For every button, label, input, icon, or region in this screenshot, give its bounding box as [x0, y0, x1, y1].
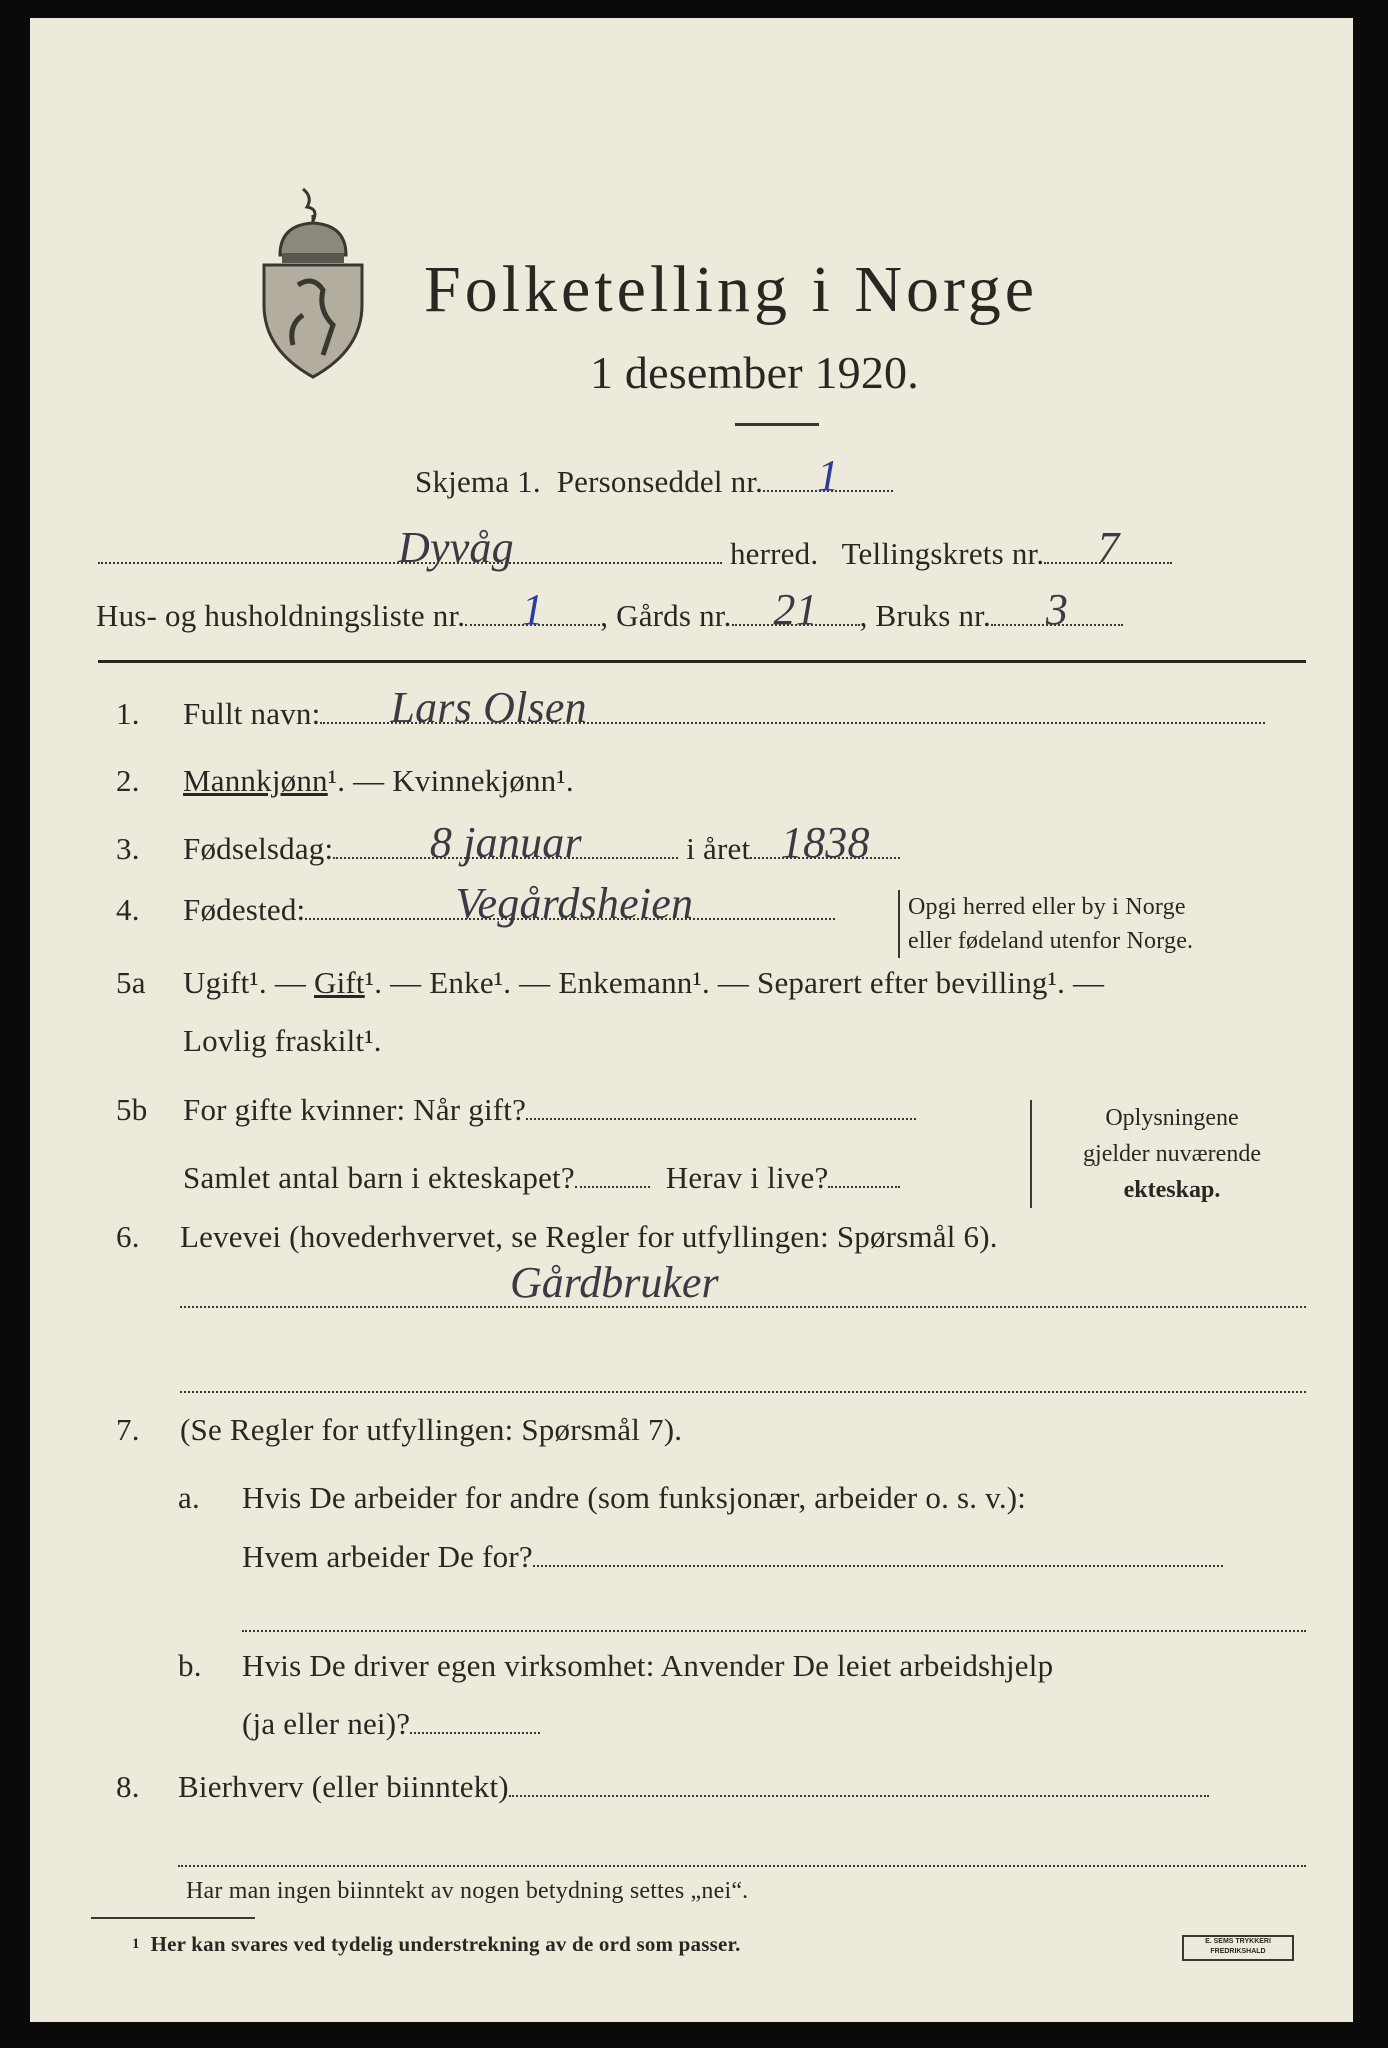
norwegian-coat-of-arms-icon: [258, 185, 368, 381]
gards-label: , Gårds nr.: [600, 598, 732, 633]
header-divider: [98, 660, 1306, 663]
form-title: Folketelling i Norge: [424, 253, 1039, 326]
hus-label: Hus- og husholdningsliste nr.: [96, 598, 466, 633]
option-female[interactable]: Kvinnekjønn¹.: [392, 763, 574, 798]
employer-row: Hvem arbeider De for?: [242, 1539, 1223, 1575]
footnote: $^1$ Her kan svares ved tydelig understrekning av de ord som passer.: [132, 1932, 741, 1956]
married-when-field[interactable]: [526, 1096, 916, 1120]
option-male[interactable]: Mannkjønn: [183, 763, 328, 798]
krets-field[interactable]: 7: [1044, 540, 1172, 564]
birthplace-label: Fødested:: [183, 892, 306, 927]
option-married[interactable]: Gift: [313, 965, 365, 1000]
hus-field[interactable]: 1: [465, 602, 600, 626]
marriage-note: Oplysningene gjelder nuværende ekteskap.: [1030, 1100, 1312, 1208]
children-alive-field[interactable]: [828, 1164, 900, 1188]
birthday-field[interactable]: 8 januar: [333, 835, 678, 859]
gards-field[interactable]: 21: [732, 602, 860, 626]
hired-help-field[interactable]: [410, 1710, 540, 1734]
household-row: [96, 585, 1123, 634]
children-total-field[interactable]: [575, 1164, 650, 1188]
district-row: [98, 523, 1172, 572]
option-divorced[interactable]: Lovlig fraskilt¹.: [183, 1023, 382, 1058]
full-name-field[interactable]: Lars Olsen: [320, 700, 1265, 724]
side-income-field-2[interactable]: [178, 1865, 1306, 1867]
occupation-field[interactable]: Gårdbruker: [180, 1306, 1306, 1308]
birthplace-note-1: Opgi herred eller by i Norge: [908, 894, 1186, 920]
title-divider: [735, 423, 819, 426]
krets-label: Tellingskrets nr.: [841, 536, 1045, 571]
full-name-label: Fullt navn:: [183, 696, 321, 731]
side-income-field[interactable]: [509, 1773, 1209, 1797]
birthplace-field[interactable]: Vegårdsheien: [305, 896, 835, 920]
side-income-note: Har man ingen biinntekt av nogen betydning settes „nei“.: [186, 1878, 749, 1904]
employer-field-2[interactable]: [242, 1630, 1306, 1632]
personseddel-field[interactable]: 1: [763, 468, 893, 492]
birthday-label: Fødselsdag:: [183, 831, 334, 866]
footnote-divider: [91, 1917, 255, 1919]
employer-field[interactable]: [533, 1543, 1223, 1567]
bruks-label: , Bruks nr.: [859, 598, 991, 633]
marital-options-rest: ¹. — Enke¹. — Enkemann¹. — Separert efter bevilling¹. —: [364, 965, 1105, 1000]
skjema-label: Skjema 1.: [415, 464, 541, 499]
birthplace-note-2: eller fødeland utenfor Norge.: [908, 928, 1194, 954]
option-unmarried[interactable]: Ugift¹. —: [183, 965, 314, 1000]
herred-field[interactable]: Dyvåg: [98, 540, 722, 564]
year-label: i året: [686, 831, 751, 866]
census-date: 1 desember 1920.: [590, 347, 919, 398]
personseddel-label: Personseddel nr.: [556, 464, 764, 499]
herred-label: herred.: [729, 536, 819, 571]
occupation-field-2[interactable]: [180, 1391, 1306, 1393]
skjema-row: [415, 451, 893, 500]
printer-stamp: E. SEMS TRYKKERI FREDRIKSHALD: [1182, 1935, 1294, 1961]
question-5b-children: Samlet antal barn i ekteskapet? Herav i live?: [183, 1160, 900, 1196]
bruks-field[interactable]: 3: [991, 602, 1123, 626]
hired-help-row: (ja eller nei)?: [242, 1706, 540, 1742]
birth-year-field[interactable]: 1838: [750, 835, 900, 859]
